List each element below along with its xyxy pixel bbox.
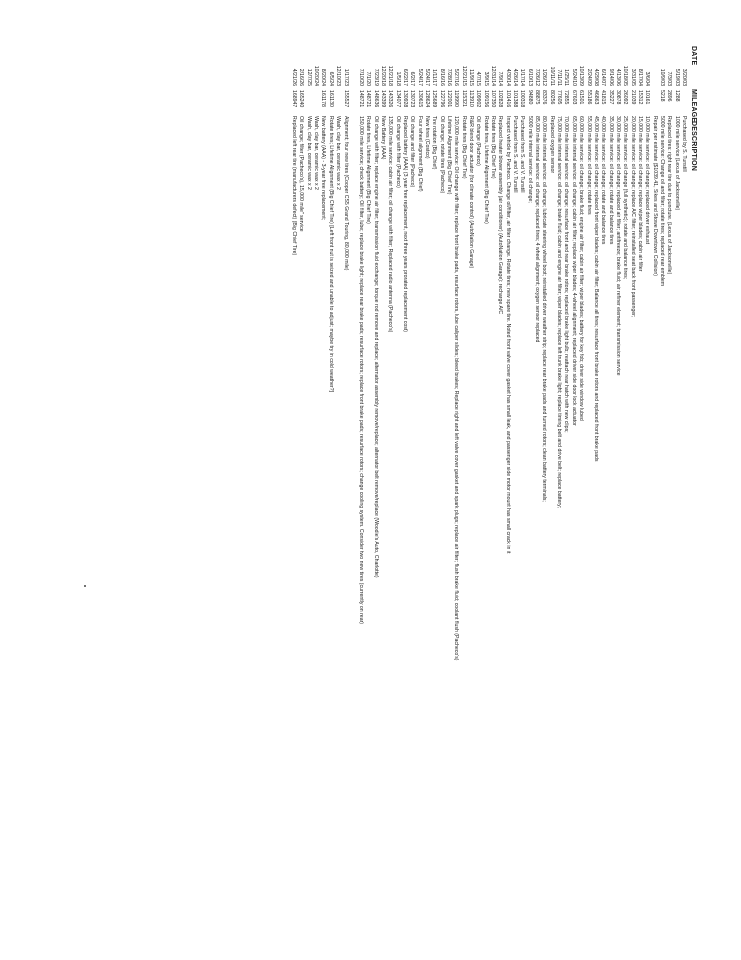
entry-mileage: 102828 — [497, 90, 504, 108]
entry-description: 5000 mile internal service: oil change; — [526, 116, 533, 203]
entry-mileage: 61501 — [578, 90, 585, 105]
entry-date: 1/26/12 — [541, 68, 548, 86]
entry-description: 25,000 mile service: oil change (full synthetic); rotate and balance tires; — [622, 116, 629, 280]
entry-description: 135,000 mile service: cabin air filter; oil change with filter; Replaced radio antenna (Pacheco's) — [387, 116, 394, 333]
entry-mileage: 5218 — [658, 90, 665, 102]
entry-mileage: 119990 — [453, 90, 460, 107]
log-entry — [592, 46, 599, 946]
entry-description: Purchased by S. Tunstill — [681, 116, 687, 172]
entry-date: 4/26/14 — [512, 68, 519, 86]
entry-mileage: 109156 — [482, 90, 489, 108]
date-header: DATE — [690, 46, 697, 66]
scan-speck — [84, 585, 86, 587]
entry-mileage: 143326 — [387, 90, 394, 108]
entry-description: Rotate tires (Big Chief Tire) — [490, 116, 497, 179]
entry-date: 5/19/03 — [673, 68, 680, 86]
log-entry — [415, 46, 422, 946]
log-entry — [658, 46, 665, 946]
log-entry — [547, 46, 554, 946]
entry-description: New tires (Costco) — [423, 116, 430, 159]
log-entry — [459, 46, 466, 946]
log-entry — [503, 46, 510, 946]
entry-date: 5/27/16 — [453, 68, 460, 86]
entry-mileage: 148636 — [372, 90, 379, 108]
section-gap — [349, 46, 357, 946]
log-entry — [386, 46, 393, 946]
entry-mileage: 26092 — [622, 90, 629, 105]
entry-date: 6/5/24 — [327, 71, 334, 86]
entry-mileage: 168947 — [291, 90, 298, 108]
entry-date: 3/31/05 — [629, 68, 636, 86]
log-entry — [290, 46, 297, 946]
log-entry — [297, 46, 304, 946]
entry-date: 10/18/05 — [622, 65, 629, 86]
log-entry — [364, 46, 371, 946]
entry-description: Rotate tires; Lifetime Alignment (Big Chief Tire) [Left front nut is seized and unable to adjust; maybe try in cold weather?] — [327, 116, 334, 392]
entry-description: Wash, clay bar, ceramic wax x 2 — [305, 116, 312, 190]
entry-mileage: 83376 — [541, 90, 548, 105]
entry-description: Oil change and filter (Pacheco) — [409, 116, 416, 188]
entry-mileage: 130928 — [401, 90, 408, 108]
column-header — [687, 46, 697, 946]
entry-mileage: 67603 — [570, 90, 577, 105]
entry-description: Alignment; four new tires (Cooper CS5 Grand Touring, 80,000 mile) — [342, 116, 349, 271]
entry-mileage: 109902 — [475, 90, 482, 108]
entry-description: 65,000 mile internal service: oil change; cabin air filter; replace wiper blades; 4-wheel alignment; replaced driver side door lock actuator — [570, 116, 577, 426]
log-entry — [614, 46, 621, 946]
entry-date: 5/24/10 — [570, 68, 577, 86]
entry-description: Purchased from S. and V. Tunstill — [512, 116, 519, 193]
entry-date: 10/13/09 — [578, 65, 585, 86]
entry-mileage: 122001 — [446, 90, 452, 108]
log-entry — [643, 46, 650, 946]
entry-mileage: 100318 — [519, 90, 526, 108]
entry-date: 7/23/19 — [372, 68, 379, 86]
entry-description: Rotate tires, Lifetime Alignment (Big Chief Tire) — [482, 116, 489, 224]
mileage-header: MILEAGE — [690, 89, 697, 123]
entry-date: 2/16/26 — [298, 68, 305, 86]
entry-description: 80,000 mile internal service: oil change; lubricate steering wheel boot; reinstalled driver weather strip; replace rear brake pads and turned rotors; clean battery terminals; — [541, 116, 548, 502]
entry-description: Oil change; rotate tires (Pacheco) — [438, 116, 445, 194]
entry-description: Replaced tires: right rear tire due to puncture. (Lexus of Jacksonville) — [666, 116, 673, 275]
entry-description: Purchased from S. and V. Tunstill — [519, 116, 526, 193]
entry-date: 10/20/24 — [313, 65, 320, 86]
entry-date: 10/11/11 — [548, 66, 555, 86]
entry-mileage: 134077 — [394, 90, 401, 108]
entry-description: New battery (AAA) - 3-year free replacement; — [320, 116, 327, 221]
entry-description: Wash, clay bar, ceramic wax x 2 — [335, 116, 342, 190]
entry-description: 15,000 mile service: oil change; replace wiper blades; cabin air filter — [636, 116, 643, 272]
entry-mileage: 80256 — [548, 90, 555, 105]
log-entry — [518, 46, 525, 946]
entry-date: 12/10/23 — [335, 65, 342, 86]
entry-mileage: 143399 — [379, 90, 386, 108]
entry-mileage: 125689 — [431, 90, 438, 108]
log-entry — [334, 46, 341, 946]
entry-date: 7/1/20 — [365, 71, 372, 86]
entry-mileage: 41815 — [600, 90, 607, 105]
entry-date: 9/14/06 — [607, 68, 614, 86]
entry-description: Lifetime Alignment (Big Chief Tire) — [446, 116, 452, 195]
entry-mileage: 1288 — [673, 90, 680, 102]
entry-mileage: 122796 — [438, 90, 445, 108]
log-entry — [467, 46, 474, 946]
entry-mileage: 55186 — [585, 90, 592, 105]
entry-date: 6/2/17 — [409, 71, 416, 86]
entry-mileage: 46863 — [592, 90, 599, 105]
log-entry — [474, 46, 481, 946]
entry-mileage: 30878 — [614, 90, 621, 105]
log-entry — [327, 46, 334, 946]
log-entry — [665, 46, 672, 946]
entry-date: 1/17/23 — [342, 68, 349, 86]
log-entry — [562, 46, 569, 946]
entry-date: 5/24/17 — [423, 68, 430, 86]
entry-date: 1/17/14 — [519, 68, 526, 86]
entry-mileage: 130615 — [416, 90, 423, 108]
entry-mileage: 165240 — [298, 90, 305, 108]
entry-description: 45,000 mile service: oil change; replaced front wiper blades; cabin air filter; Balance all tires; resurface front brake rotors and replaced front brake pads — [592, 116, 599, 462]
log-section-2 — [290, 46, 349, 946]
entry-mileage: 148721 — [357, 90, 364, 108]
entry-description: 120,000 mile service: Oil change with filter; replace front brake pads, resurface rotors, lube caliper slides; bleed brakes; Replace right and left valve cover gasket and spark plugs; replace air filter; flush brake fluid; coolant flush (Pacheco's) — [453, 116, 460, 661]
entry-description: Rotate tires (Big Chief Tire) — [460, 116, 467, 179]
log-entry — [423, 46, 430, 946]
log-section-1 — [357, 46, 687, 946]
entry-description: 10,000 mile service: oil change; replaced driver exhaust — [644, 116, 651, 245]
entry-description: 30,000 mile service: oil change; replaced air filter; antifreeze; brake fluid; air refiner element; transmission service — [614, 116, 621, 376]
entry-date: 5/24/17 — [416, 68, 423, 86]
entry-description: 1000 mile service (Lexus of Jacksonville) — [673, 116, 680, 211]
entry-mileage: 161178 — [320, 90, 327, 107]
entry-date: 8/16/16 — [438, 68, 445, 86]
entry-description: Replaced oxygen sensor — [548, 116, 555, 174]
description-header: DESCRIPTION — [690, 121, 697, 172]
entry-date: 2/24/09 — [585, 68, 592, 86]
log-entry — [437, 46, 444, 946]
entry-date: 8/17/04 — [636, 68, 643, 86]
entry-mileage: 94880 — [526, 90, 533, 105]
entry-mileage: 148721 — [365, 90, 372, 108]
entry-date: 11/9/15 — [468, 69, 475, 86]
log-entry — [570, 46, 577, 946]
log-entry — [525, 46, 532, 946]
entry-date: 7/9/14 — [497, 71, 504, 86]
log-entry — [621, 46, 628, 946]
log-entry — [341, 46, 348, 946]
log-entry — [430, 46, 437, 946]
entry-description: Replaced battery (AAA) (3 year free replacement, next three years prorated replacement cost) — [401, 116, 408, 332]
entry-date: 7/3/03 — [666, 71, 673, 86]
entry-date: 7/28/16 — [446, 68, 452, 86]
entry-description: Tire rotation (Big Chief) — [431, 116, 438, 170]
entry-description: 70,000 mile internal service: oil change; resurface front and rear brake rotors; replaced brake light bulb; reattach rear hatch with new clips; — [563, 116, 570, 433]
log-entry — [636, 46, 643, 946]
log-entry — [628, 46, 635, 946]
entry-mileage: 107350 — [490, 90, 497, 108]
log-content — [290, 46, 697, 946]
log-entry — [371, 46, 378, 946]
log-entry — [650, 46, 657, 946]
entry-date: 6/22/17 — [401, 68, 408, 86]
entry-description: 150,000 mile service; check battery; Oil filter, lube; replace brake light; replace rear brake pads; resurface rotors; replace front brake pads; resurface rotors; change cooling system. Consider two new tires (currently on rear) — [357, 116, 364, 625]
entry-date: 4/7/15 — [475, 71, 482, 86]
entry-mileage: 35227 — [607, 90, 614, 105]
log-entry — [680, 46, 687, 946]
entry-date: 4/13/06 — [614, 68, 621, 86]
entry-mileage: 15312 — [636, 90, 643, 105]
entry-mileage: 128624 — [423, 90, 430, 108]
entry-date: 7/11/11 — [556, 69, 563, 86]
entry-mileage: 72855 — [563, 90, 570, 105]
entry-description: 40,000 mile service: oil change; rotate and balance tires — [600, 116, 607, 245]
entry-date: 7/10/20 — [357, 68, 364, 86]
entry-description: Wash, clay bar, ceramic wax x 2 — [313, 116, 320, 190]
entry-description: R&R blend door actuator (for climate control) (AutoNation Garage) — [468, 116, 475, 269]
entry-description: 20,000 mile service: oil change; replace A/C filter; reinstalled seat back front passenger; — [629, 116, 636, 318]
entry-description: 85,000 mile internal service: oil change; replaced tires; 4 wheel alignment; oxygen sensor replaced — [534, 116, 541, 343]
entry-date: 3/20/03 — [681, 68, 687, 86]
entry-date: 12/21/18 — [387, 65, 394, 86]
entry-description: Replaced heater blower assembly (air conditioner) (AutoNation Garage): recharge A/C — [497, 116, 504, 315]
entry-description: Oil change with filter (Pacheco) — [394, 116, 401, 188]
log-entry — [606, 46, 613, 946]
log-entry — [357, 46, 364, 946]
log-entry — [577, 46, 584, 946]
entry-mileage: 130723 — [409, 90, 416, 108]
entry-date: 8/20/24 — [320, 68, 327, 86]
log-entry — [452, 46, 459, 946]
entry-date: 3/9/15 — [482, 71, 489, 86]
entry-date: 12/20/18 — [379, 65, 386, 86]
log-entry — [401, 46, 408, 946]
log-entry — [599, 46, 606, 946]
entry-date: 1/5/18 — [394, 71, 401, 86]
log-entry — [408, 46, 415, 946]
entry-date: 6/10/13 — [526, 68, 533, 86]
entry-description: New Battery (AAA) — [379, 116, 386, 160]
entry-description: Oil change (Pacheco) — [475, 116, 482, 166]
entry-date: 12/21/15 — [460, 65, 467, 86]
entry-mileage: 115321 — [460, 90, 467, 107]
entry-date: 7/26/12 — [534, 68, 541, 86]
log-entry — [304, 46, 311, 946]
entry-description: 35,000 mile service: oil change; rotate and balance tires — [607, 116, 614, 245]
entry-description: Oil change with filter; replace engine air filter; transmission fluid exchange; torque rod remove and replace; alternator assembly remove/replace; alternator belt remove/replace (Woodie's Auto, Charlotte) — [372, 116, 379, 578]
entry-description: Inspect vehicle by Pacheco. Change oil/filter, air filter change. Rotate tires; new spare tire. Noted front valve cover gasket has small leak, and passenger side motor mount has small crack in it — [504, 116, 511, 554]
entry-description: Replaced left rear tire (manufacturers defect) (Big Chief Tire) — [291, 116, 298, 256]
entry-date: 10/9/03 — [658, 68, 665, 86]
log-entry — [584, 46, 591, 946]
entry-date: 1/25/11 — [563, 69, 570, 86]
log-entry — [319, 46, 326, 946]
entry-description: Oil change; filter (Pacheco's), 15,000 mile" service — [298, 116, 305, 232]
log-entry — [393, 46, 400, 946]
log-entry — [540, 46, 547, 946]
log-entry — [555, 46, 562, 946]
log-entry — [511, 46, 518, 946]
entry-mileage: 21039 — [629, 90, 636, 105]
log-entry — [489, 46, 496, 946]
entry-date: 4/29/08 — [592, 68, 599, 86]
entry-date: 12/31/14 — [490, 65, 497, 86]
log-entry — [672, 46, 679, 946]
log-entry — [445, 46, 452, 946]
entry-description: 60,000 mile service: oil change; brake fluid; engine air filter; cabin air filter; wiper blades; battery for key fob; driver side window lubed — [578, 116, 585, 421]
entry-mileage: 77605 — [556, 90, 563, 105]
entry-date: 1/11/17 — [431, 69, 438, 86]
log-entry — [481, 46, 488, 946]
entry-description: 5000 mile service: Change oil and filter; rotate tires; replaced rear emblem — [658, 116, 665, 287]
entry-description: Rotate tires, Lifetime Alignment (Big Chief Tire) — [365, 116, 372, 224]
log-entry — [312, 46, 319, 946]
entry-description: Four wheel alignment (Big Chief) — [416, 116, 423, 192]
entry-date: 6/14/07 — [600, 68, 607, 86]
entry-date: 4/21/26 — [291, 68, 298, 86]
entry-mileage: 88875 — [534, 90, 541, 105]
entry-date: 12/7/25 — [305, 68, 312, 86]
entry-date: 4/30/14 — [504, 68, 511, 86]
log-entry — [496, 46, 503, 946]
entry-mileage: 113910 — [468, 90, 475, 107]
entry-description: Repair per estimate ($1039.41, Sikes and Stowe Downtown Collision) — [651, 116, 658, 277]
entry-date: 3/6/04 — [644, 71, 651, 86]
entry-mileage: 155527 — [342, 90, 349, 108]
log-entry — [533, 46, 540, 946]
entry-description: 55,000 mile service: oil change; rotate tires — [585, 116, 592, 215]
entry-mileage: 161130 — [327, 90, 334, 107]
entry-mileage: 2896 — [666, 90, 673, 102]
log-entry — [379, 46, 386, 946]
entry-mileage: 101416 — [504, 90, 511, 108]
entry-mileage: 10161 — [644, 90, 651, 105]
entry-description: 75,000 mile internal service: oil change; brake fluid; cabin and engine air filter; wiper blades; replace left trunk brake light; replace timing belt and drive belt; replace battery; — [556, 116, 563, 509]
entry-mileage: 101388 — [512, 90, 519, 108]
